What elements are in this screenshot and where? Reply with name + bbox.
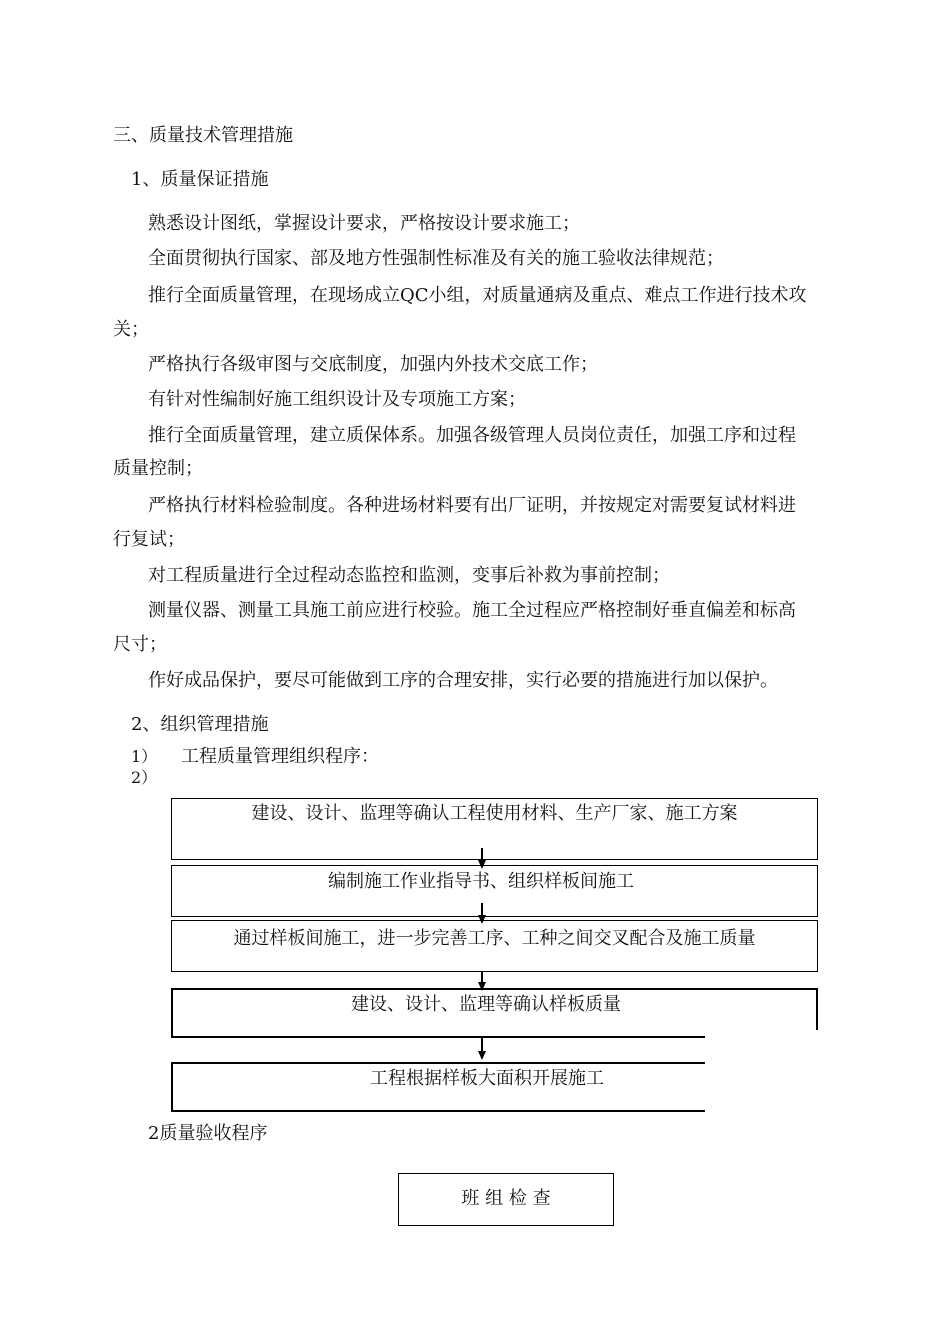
flow-box-edge — [171, 1110, 705, 1112]
flow-box-text: 建设、设计、监理等确认工程使用材料、生产厂家、施工方案 — [251, 803, 738, 824]
paragraph-line: 测量仪器、测量工具施工前应进行校验。施工全过程应严格控制好垂直偏差和标高 — [148, 600, 796, 621]
paragraph-line: 质量控制； — [113, 458, 203, 479]
flow-arrow-line — [481, 1037, 483, 1052]
paragraph-line: 推行全面质量管理，建立质保体系。加强各级管理人员岗位责任，加强工序和过程 — [148, 425, 796, 446]
arrow-down-icon — [478, 982, 486, 991]
arrow-down-icon — [478, 1051, 486, 1060]
flow-box-text: 编制施工作业指导书、组织样板间施工 — [328, 871, 634, 892]
section-heading: 三、质量技术管理措施 — [113, 125, 293, 146]
paragraph-line: 作好成品保护，要尽可能做到工序的合理安排，实行必要的措施进行加以保护。 — [148, 670, 778, 691]
list-number: 2） — [131, 768, 158, 787]
paragraph-line: 有针对性编制好施工组织设计及专项施工方案； — [148, 389, 526, 410]
paragraph-line: 对工程质量进行全过程动态监控和监测，变事后补救为事前控制； — [148, 565, 670, 586]
list-item-text: 工程质量管理组织程序： — [181, 746, 379, 767]
flow-box-edge — [171, 1036, 705, 1038]
paragraph-line: 全面贯彻执行国家、部及地方性强制性标准及有关的施工验收法律规范； — [148, 248, 724, 269]
flow-box-text: 建设、设计、监理等确认样板质量 — [351, 994, 621, 1015]
list-number: 1） — [131, 747, 158, 766]
acceptance-procedure-title: 2质量验收程序 — [148, 1123, 268, 1144]
paragraph-line: 关； — [113, 319, 149, 340]
acceptance-box-text: 班 组 检 查 — [461, 1188, 551, 1209]
flow-box-text: 通过样板间施工，进一步完善工序、工种之间交叉配合及施工质量 — [233, 928, 756, 949]
subsection-title-quality-assurance: 1、质量保证措施 — [131, 169, 269, 190]
paragraph-line: 熟悉设计图纸，掌握设计要求，严格按设计要求施工； — [148, 213, 580, 234]
paragraph-line: 严格执行材料检验制度。各种进场材料要有出厂证明，并按规定对需要复试材料进 — [148, 495, 796, 516]
subsection-title-organization: 2、组织管理措施 — [131, 714, 269, 735]
flow-box-edge — [171, 1062, 705, 1064]
paragraph-line: 行复试； — [113, 529, 185, 550]
flow-box-text: 工程根据样板大面积开展施工 — [370, 1068, 604, 1089]
flow-box-edge — [171, 988, 818, 990]
paragraph-line: 尺寸； — [113, 634, 167, 655]
paragraph-line: 严格执行各级审图与交底制度，加强内外技术交底工作； — [148, 354, 598, 375]
paragraph-line: 推行全面质量管理，在现场成立QC小组，对质量通病及重点、难点工作进行技术攻 — [148, 285, 807, 306]
